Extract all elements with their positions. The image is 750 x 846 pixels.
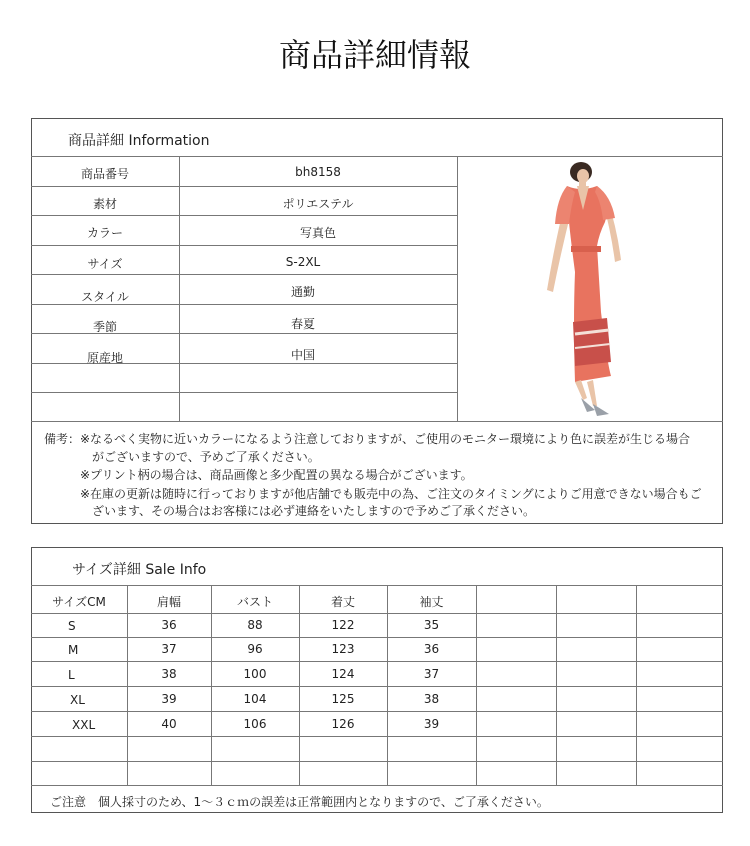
- product-label-color: カラー: [86, 226, 123, 240]
- size-cell: 104: [243, 692, 267, 706]
- size-cell: 37: [423, 667, 440, 681]
- size-column-header: 肩幅: [156, 595, 181, 609]
- size-cell: 39: [161, 692, 177, 706]
- size-cell: 100: [243, 667, 267, 681]
- product-label-size: サイズ: [87, 257, 123, 271]
- product-value-origin: 中国: [290, 348, 315, 362]
- product-value-item-number: bh8158: [295, 165, 341, 179]
- size-column-header: 袖丈: [419, 595, 444, 609]
- size-cell: 38: [423, 692, 440, 706]
- size-row-label: L: [68, 668, 75, 682]
- product-value-style: 通勤: [290, 285, 315, 299]
- page-title: 商品詳細情報: [278, 36, 471, 74]
- size-cell: 96: [247, 642, 263, 656]
- product-note-line: ※在庫の更新は随時に行っておりますが他店舗でも販売中の為、ご注文のタイミングによりご用意できない場合もご: [80, 487, 702, 501]
- size-cell: 35: [423, 618, 440, 632]
- product-note-line: 備考：※なるべく実物に近いカラーになるよう注意しておりますが、ご使用のモニター環境により色に誤差が生じる場合: [44, 432, 691, 446]
- size-cell: 88: [247, 618, 263, 632]
- product-label-material: 素材: [92, 197, 117, 211]
- product-note-line: ※プリント柄の場合は、商品画像と多少配置の異なる場合がございます。: [80, 468, 473, 482]
- size-row-label: M: [68, 643, 79, 657]
- product-label-style: スタイル: [81, 290, 129, 304]
- size-info-header: サイズ詳細 Sale Info: [72, 562, 207, 578]
- product-value-material: ポリエステル: [282, 197, 354, 211]
- size-cell: 37: [161, 642, 177, 656]
- product-value-size: S-2XL: [285, 255, 321, 269]
- size-row-label: XL: [70, 693, 85, 707]
- size-column-header: サイズCM: [52, 595, 106, 609]
- size-footer-note: ご注意 個人採寸のため、1～３ｃｍの誤差は正常範囲内となりますので、ご了承ください。: [50, 795, 549, 809]
- size-cell: 106: [243, 717, 267, 731]
- size-cell: 123: [331, 642, 355, 656]
- product-note-line: がございますので、予めご了承ください。: [92, 450, 320, 464]
- size-cell: 125: [331, 692, 355, 706]
- product-label-season: 季節: [92, 320, 117, 334]
- product-value-color: 写真色: [299, 226, 336, 240]
- product-note-line: ざいます、その場合はお客様には必ず連絡をいたしますので予めご了承ください。: [92, 504, 536, 518]
- size-cell: 36: [161, 618, 177, 632]
- size-cell: 124: [331, 667, 355, 681]
- product-photo: [535, 162, 627, 418]
- product-label-origin: 原産地: [86, 351, 123, 365]
- size-row-label: S: [68, 619, 76, 633]
- size-cell: 40: [161, 717, 177, 731]
- size-column-header: 着丈: [330, 595, 355, 609]
- size-column-header: バスト: [236, 595, 273, 609]
- size-cell: 39: [423, 717, 440, 731]
- size-cell: 126: [331, 717, 355, 731]
- product-value-season: 春夏: [290, 317, 315, 331]
- product-info-header: 商品詳細 Information: [68, 133, 210, 149]
- size-cell: 36: [423, 642, 440, 656]
- size-cell: 122: [331, 618, 355, 632]
- product-label-item-number: 商品番号: [80, 167, 129, 181]
- size-row-label: XXL: [72, 718, 96, 732]
- size-cell: 38: [161, 667, 177, 681]
